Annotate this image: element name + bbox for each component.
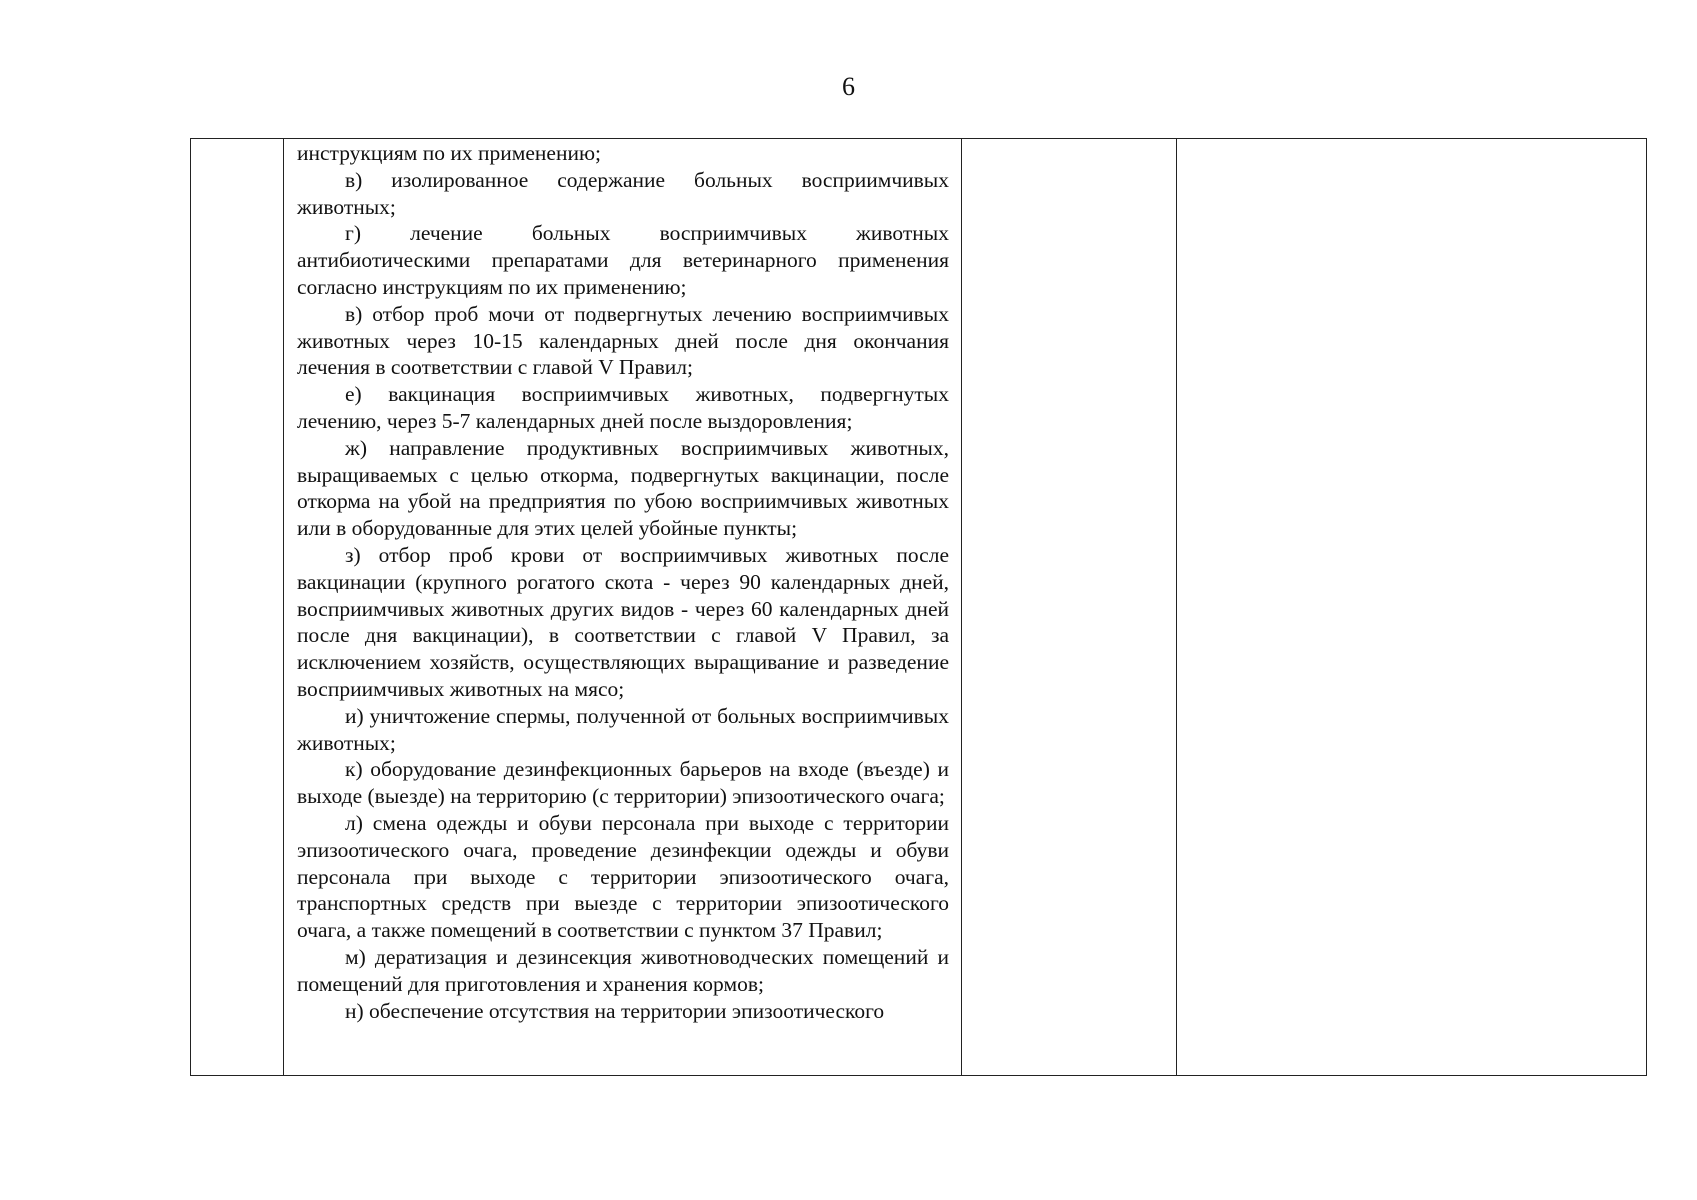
measures-text-cell [285, 139, 961, 1075]
paragraph-item-l: л) смена одежды и обуви персонала при выходе с территории эпизоотического очага, проведение дезинфекции одежды и обуви персонала при выходе с территории эпизоотического очага, транспортных средств при выезде с территории эпизоотического очага, а также помещений в соответствии с пунктом 37 Правил; [297, 810, 949, 943]
column-divider-1 [283, 139, 284, 1075]
column-divider-3 [1176, 139, 1177, 1075]
document-table [190, 138, 1647, 1076]
paragraph-item-i: и) уничтожение спермы, полученной от больных восприимчивых животных; [297, 703, 949, 755]
paragraph-item-k: к) оборудование дезинфекционных барьеров на входе (въезде) и выходе (выезде) на территорию (с территории) эпизоотического очага; [297, 757, 949, 809]
paragraph-item-v2: в) отбор проб мочи от подвергнутых лечению восприимчивых животных через 10-15 календарных дней после дня окончания лечения в соответствии с главой V Правил; [297, 301, 949, 380]
paragraph-item-n: н) обеспечение отсутствия на территории эпизоотического [345, 998, 885, 1023]
column-divider-2 [961, 139, 962, 1075]
paragraph-item-v: в) изолированное содержание больных восприимчивых животных; [297, 167, 949, 219]
paragraph-item-g: г) лечение больных восприимчивых животных антибиотическими препаратами для ветеринарного применения согласно инструкциям по их применению; [297, 221, 949, 299]
paragraph-item-m: м) дератизация и дезинсекция животноводческих помещений и помещений для приготовления и хранения кормов; [297, 944, 949, 996]
paragraph-item-zh: ж) направление продуктивных восприимчивых животных, выращиваемых с целью откорма, подвергнутых вакцинации, после откорма на убой на предприятия по убою восприимчивых животных или в оборудованные для этих целей убойные пункты; [297, 435, 949, 541]
page-number: 6 [842, 72, 855, 101]
paragraph: инструкциям по их применению; [297, 141, 602, 165]
paragraph-item-z: з) отбор проб крови от восприимчивых животных после вакцинации (крупного рогатого скота - через 90 календарных дней, восприимчивых животных других видов - через 60 календарных дней после дня вакцинации), в соответствии с главой V Правил, за исключением хозяйств, осуществляющих выращивание и разведение восприимчивых животных на мясо; [297, 542, 949, 701]
paragraph-item-e: е) вакцинация восприимчивых животных, подвергнутых лечению, через 5-7 календарных дней после выздоровления; [297, 382, 949, 433]
